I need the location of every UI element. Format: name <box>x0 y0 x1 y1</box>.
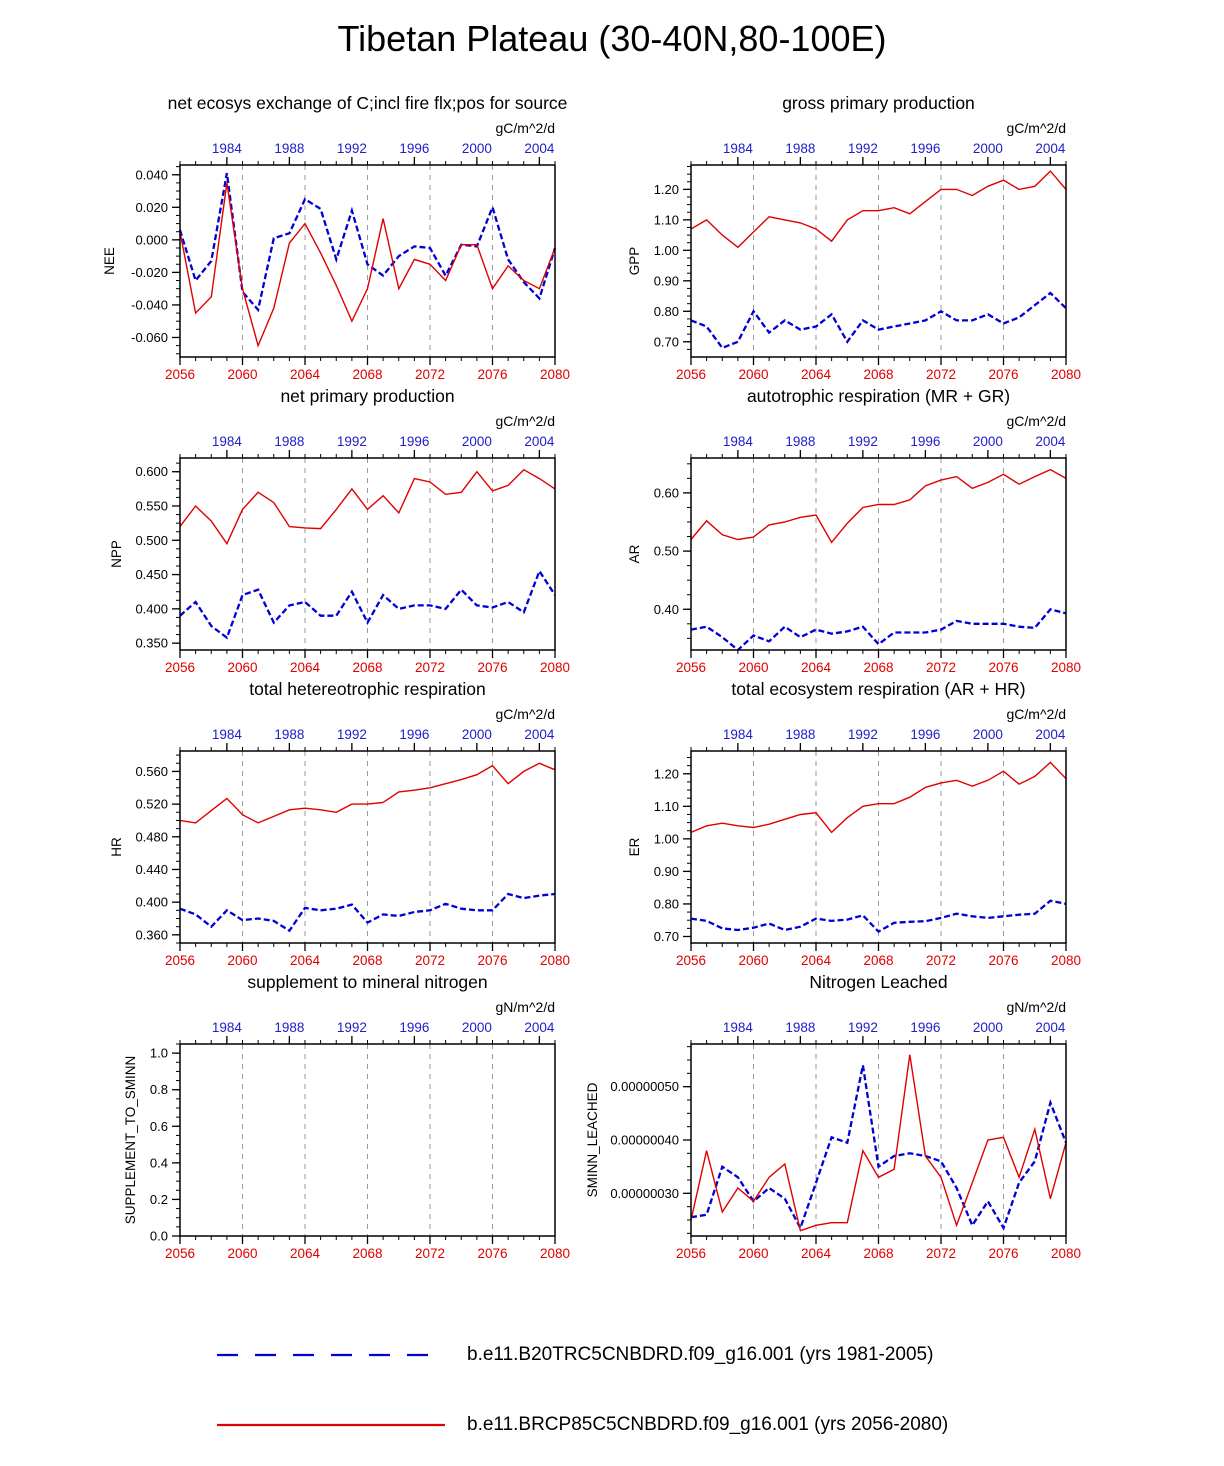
y-tick-label: 0.600 <box>135 464 168 480</box>
y-tick-label: 0.8 <box>149 1082 168 1098</box>
panel-ar <box>566 386 1121 681</box>
x-tick-label-top: 1996 <box>399 1020 430 1035</box>
x-tick-label-top: 1984 <box>722 141 753 156</box>
legend-item-historical <box>215 1340 948 1370</box>
y-tick-label: 0.50 <box>653 543 679 559</box>
y-tick-label: 0.00000030 <box>610 1185 679 1201</box>
y-tick-label: 0.440 <box>135 861 168 877</box>
x-tick-label-top: 1988 <box>274 1020 305 1035</box>
x-tick-label-top: 1992 <box>336 141 367 156</box>
historical-line-sample <box>215 1351 447 1359</box>
x-tick-label-bottom: 2060 <box>227 660 258 675</box>
legend <box>215 1340 948 1466</box>
y-tick-label: 0.00000050 <box>610 1079 679 1095</box>
x-tick-label-top: 1984 <box>211 434 242 449</box>
panel-title: supplement to mineral nitrogen <box>247 972 488 992</box>
er-chart <box>566 679 1121 974</box>
x-tick-label-bottom: 2056 <box>675 953 707 968</box>
y-tick-label: 1.00 <box>653 242 679 258</box>
panel-title: gross primary production <box>782 93 975 113</box>
panel-title: net ecosys exchange of C;incl fire flx;pos for source <box>167 93 568 113</box>
x-tick-label-bottom: 2080 <box>539 660 571 675</box>
panel-ylabel: SMINN_LEACHED <box>585 1082 600 1198</box>
x-tick-label-bottom: 2056 <box>675 660 707 675</box>
y-tick-label: 0.40 <box>653 601 679 617</box>
panel-units: gC/m^2/d <box>1006 706 1066 722</box>
x-tick-label-top: 1984 <box>722 727 753 742</box>
panel-ylabel: HR <box>109 837 124 857</box>
x-tick-label-bottom: 2060 <box>738 953 769 968</box>
x-tick-label-bottom: 2072 <box>925 953 957 968</box>
y-tick-label: -0.060 <box>131 329 168 345</box>
x-tick-label-bottom: 2072 <box>414 953 446 968</box>
y-tick-label: 0.80 <box>653 303 679 319</box>
y-tick-label: 0.520 <box>135 796 168 812</box>
x-tick-label-bottom: 2068 <box>352 367 383 382</box>
x-tick-label-bottom: 2060 <box>227 367 258 382</box>
x-tick-label-bottom: 2076 <box>477 367 508 382</box>
x-tick-label-bottom: 2076 <box>477 660 508 675</box>
panel-units: gN/m^2/d <box>1006 999 1066 1015</box>
x-tick-label-top: 1996 <box>399 141 430 156</box>
panel-ylabel: GPP <box>627 246 642 276</box>
x-tick-label-top: 2004 <box>1035 1020 1066 1035</box>
ar-chart <box>566 386 1121 681</box>
gpp-chart <box>566 93 1121 388</box>
y-tick-label: 0.60 <box>653 485 679 501</box>
panel-npp <box>55 386 610 681</box>
x-tick-label-top: 2004 <box>524 727 555 742</box>
x-tick-label-top: 1984 <box>722 1020 753 1035</box>
x-tick-label-bottom: 2056 <box>164 953 196 968</box>
x-tick-label-top: 1996 <box>910 141 941 156</box>
x-tick-label-top: 1984 <box>211 727 242 742</box>
x-tick-label-bottom: 2064 <box>800 660 832 675</box>
x-tick-label-top: 1984 <box>211 1020 242 1035</box>
panel-title: total ecosystem respiration (AR + HR) <box>731 679 1026 699</box>
x-tick-label-bottom: 2068 <box>863 953 894 968</box>
x-tick-label-top: 2004 <box>1035 434 1066 449</box>
x-tick-label-bottom: 2060 <box>738 367 769 382</box>
x-tick-label-bottom: 2072 <box>925 1246 957 1261</box>
x-tick-label-bottom: 2056 <box>164 1246 196 1261</box>
x-tick-label-top: 1988 <box>785 434 816 449</box>
x-tick-label-bottom: 2068 <box>863 1246 894 1261</box>
x-tick-label-top: 2000 <box>972 141 1003 156</box>
x-tick-label-bottom: 2076 <box>988 660 1019 675</box>
npp-chart <box>55 386 610 681</box>
y-tick-label: 0.560 <box>135 763 168 779</box>
panel-units: gC/m^2/d <box>1006 120 1066 136</box>
y-tick-label: 0.6 <box>149 1118 168 1134</box>
y-tick-label: 1.20 <box>653 181 679 197</box>
x-tick-label-top: 1984 <box>211 141 242 156</box>
y-tick-label: 0.4 <box>149 1155 168 1171</box>
x-tick-label-top: 2004 <box>524 141 555 156</box>
x-tick-label-bottom: 2068 <box>863 367 894 382</box>
legend-label-rcp85: b.e11.BRCP85C5CNBDRD.f09_g16.001 (yrs 2056-2080) <box>467 1414 949 1435</box>
y-tick-label: 1.10 <box>653 212 679 228</box>
x-tick-label-bottom: 2076 <box>988 953 1019 968</box>
x-tick-label-bottom: 2056 <box>675 1246 707 1261</box>
panel-units: gC/m^2/d <box>1006 413 1066 429</box>
panel-supplement-sminn <box>55 972 610 1267</box>
x-tick-label-bottom: 2064 <box>289 367 321 382</box>
x-tick-label-bottom: 2072 <box>414 1246 446 1261</box>
x-tick-label-top: 1992 <box>336 1020 367 1035</box>
y-tick-label: -0.020 <box>131 264 168 280</box>
sminn-leached-chart <box>566 972 1121 1267</box>
panel-er <box>566 679 1121 974</box>
y-tick-label: 0.000 <box>135 232 168 248</box>
x-tick-label-bottom: 2056 <box>675 367 707 382</box>
x-tick-label-bottom: 2064 <box>289 660 321 675</box>
x-tick-label-top: 1984 <box>722 434 753 449</box>
y-tick-label: 0.2 <box>149 1191 168 1207</box>
x-tick-label-top: 2000 <box>461 141 492 156</box>
y-tick-label: 0.550 <box>135 498 168 514</box>
x-tick-label-bottom: 2064 <box>289 1246 321 1261</box>
panel-nee <box>55 93 610 388</box>
x-tick-label-bottom: 2060 <box>738 660 769 675</box>
panel-ylabel: NPP <box>109 540 124 568</box>
x-tick-label-top: 2000 <box>461 727 492 742</box>
x-tick-label-top: 1988 <box>274 141 305 156</box>
y-tick-label: 0.0 <box>149 1228 168 1244</box>
x-tick-label-bottom: 2068 <box>352 953 383 968</box>
x-tick-label-bottom: 2080 <box>539 367 571 382</box>
y-tick-label: 0.70 <box>653 334 679 350</box>
y-tick-label: 0.400 <box>135 894 168 910</box>
y-tick-label: 0.70 <box>653 928 679 944</box>
x-tick-label-top: 1988 <box>785 1020 816 1035</box>
x-tick-label-top: 1988 <box>274 434 305 449</box>
panel-title: autotrophic respiration (MR + GR) <box>746 386 1011 406</box>
panel-ylabel: ER <box>627 837 642 857</box>
x-tick-label-top: 2004 <box>524 1020 555 1035</box>
panel-title: net primary production <box>280 386 455 406</box>
x-tick-label-bottom: 2060 <box>227 953 258 968</box>
x-tick-label-bottom: 2064 <box>800 1246 832 1261</box>
x-tick-label-top: 1996 <box>910 1020 941 1035</box>
x-tick-label-bottom: 2076 <box>988 367 1019 382</box>
rcp85-line-sample <box>215 1421 447 1429</box>
x-tick-label-top: 1988 <box>785 727 816 742</box>
x-tick-label-bottom: 2080 <box>539 953 571 968</box>
legend-label-historical: b.e11.B20TRC5CNBDRD.f09_g16.001 (yrs 1981-2005) <box>467 1344 934 1365</box>
panel-units: gC/m^2/d <box>495 120 555 136</box>
x-tick-label-bottom: 2072 <box>414 367 446 382</box>
supplement-sminn-chart <box>55 972 610 1267</box>
x-tick-label-bottom: 2080 <box>1050 1246 1082 1261</box>
y-tick-label: 0.350 <box>135 635 168 651</box>
x-tick-label-top: 1996 <box>399 434 430 449</box>
legend-item-rcp85 <box>215 1410 948 1440</box>
x-tick-label-bottom: 2080 <box>1050 660 1082 675</box>
y-tick-label: 0.90 <box>653 863 679 879</box>
x-tick-label-bottom: 2064 <box>800 367 832 382</box>
x-tick-label-bottom: 2068 <box>352 1246 383 1261</box>
x-tick-label-top: 1992 <box>847 1020 878 1035</box>
x-tick-label-top: 1988 <box>785 141 816 156</box>
x-tick-label-top: 2000 <box>972 727 1003 742</box>
y-tick-label: -0.040 <box>131 297 168 313</box>
x-tick-label-bottom: 2064 <box>800 953 832 968</box>
x-tick-label-top: 2000 <box>972 1020 1003 1035</box>
x-tick-label-top: 1988 <box>274 727 305 742</box>
x-tick-label-bottom: 2080 <box>539 1246 571 1261</box>
panel-units: gC/m^2/d <box>495 706 555 722</box>
panel-hr <box>55 679 610 974</box>
x-tick-label-top: 2000 <box>461 434 492 449</box>
y-tick-label: 0.360 <box>135 927 168 943</box>
x-tick-label-top: 2004 <box>524 434 555 449</box>
panel-ylabel: NEE <box>102 247 117 275</box>
x-tick-label-top: 1992 <box>847 141 878 156</box>
x-tick-label-bottom: 2056 <box>164 367 196 382</box>
panel-title: total hetereotrophic respiration <box>249 679 486 699</box>
panel-units: gN/m^2/d <box>495 999 555 1015</box>
x-tick-label-top: 2004 <box>1035 141 1066 156</box>
x-tick-label-bottom: 2076 <box>477 1246 508 1261</box>
y-tick-label: 1.0 <box>149 1045 168 1061</box>
x-tick-label-bottom: 2080 <box>1050 367 1082 382</box>
x-tick-label-bottom: 2060 <box>738 1246 769 1261</box>
y-tick-label: 1.00 <box>653 831 679 847</box>
x-tick-label-bottom: 2072 <box>925 367 957 382</box>
hr-chart <box>55 679 610 974</box>
y-tick-label: 1.10 <box>653 798 679 814</box>
panel-units: gC/m^2/d <box>495 413 555 429</box>
y-tick-label: 0.040 <box>135 167 168 183</box>
panel-ylabel: SUPPLEMENT_TO_SMINN <box>123 1055 138 1225</box>
panel-title: Nitrogen Leached <box>809 972 948 992</box>
y-tick-label: 0.020 <box>135 199 168 215</box>
panel-ylabel: AR <box>627 544 642 564</box>
x-tick-label-top: 1992 <box>847 727 878 742</box>
x-tick-label-top: 1996 <box>910 434 941 449</box>
x-tick-label-top: 1992 <box>336 434 367 449</box>
panel-sminn-leached <box>566 972 1121 1267</box>
x-tick-label-top: 1992 <box>336 727 367 742</box>
x-tick-label-top: 1996 <box>399 727 430 742</box>
x-tick-label-bottom: 2068 <box>352 660 383 675</box>
x-tick-label-bottom: 2068 <box>863 660 894 675</box>
x-tick-label-bottom: 2064 <box>289 953 321 968</box>
nee-chart <box>55 93 610 388</box>
x-tick-label-top: 1996 <box>910 727 941 742</box>
x-tick-label-top: 2004 <box>1035 727 1066 742</box>
y-tick-label: 0.500 <box>135 532 168 548</box>
x-tick-label-top: 1992 <box>847 434 878 449</box>
y-tick-label: 0.400 <box>135 601 168 617</box>
y-tick-label: 0.480 <box>135 829 168 845</box>
y-tick-label: 0.90 <box>653 273 679 289</box>
y-tick-label: 0.80 <box>653 896 679 912</box>
x-tick-label-bottom: 2056 <box>164 660 196 675</box>
x-tick-label-bottom: 2060 <box>227 1246 258 1261</box>
x-tick-label-bottom: 2072 <box>414 660 446 675</box>
page-title: Tibetan Plateau (30-40N,80-100E) <box>337 18 887 59</box>
panel-gpp <box>566 93 1121 388</box>
x-tick-label-bottom: 2076 <box>477 953 508 968</box>
x-tick-label-bottom: 2072 <box>925 660 957 675</box>
x-tick-label-bottom: 2076 <box>988 1246 1019 1261</box>
x-tick-label-bottom: 2080 <box>1050 953 1082 968</box>
x-tick-label-top: 2000 <box>972 434 1003 449</box>
y-tick-label: 0.00000040 <box>610 1132 679 1148</box>
y-tick-label: 0.450 <box>135 567 168 583</box>
x-tick-label-top: 2000 <box>461 1020 492 1035</box>
y-tick-label: 1.20 <box>653 766 679 782</box>
